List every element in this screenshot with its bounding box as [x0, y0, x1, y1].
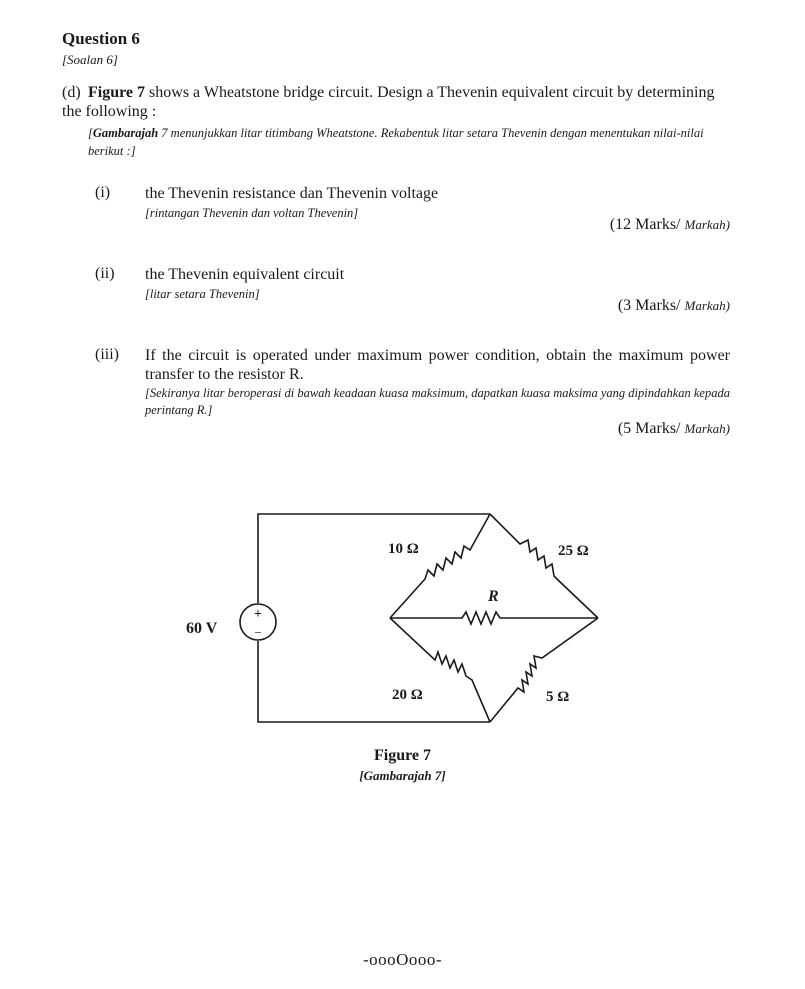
item-ii-number: (ii) — [95, 265, 115, 282]
item-iii-translation: [Sekiranya litar beroperasi di bawah keadaan kuasa maksimum, dapatkan kuasa maksima yang dipindahkan kepada perintang R.] — [145, 386, 730, 417]
r4-label: 5 Ω — [546, 689, 570, 705]
resistor-5-ohm — [490, 618, 598, 722]
item-iii-text: If the circuit is operated under maximum power condition, obtain the maximum power transfer to the resistor R. — [145, 347, 730, 383]
figure-caption-translation: [Gambarajah 7] — [359, 768, 446, 783]
part-d-text: shows a Wheatstone bridge circuit. Design a Thevenin equivalent circuit by determining the following : — [62, 84, 715, 120]
part-d-question — [62, 83, 732, 121]
resistor-25-ohm — [490, 514, 598, 618]
r3-label: 20 Ω — [392, 687, 423, 703]
item-i-marks: (12 Marks/ Markah) — [609, 216, 730, 233]
item-ii-text: the Thevenin equivalent circuit — [145, 266, 345, 283]
item-ii-translation: [litar setara Thevenin] — [145, 287, 260, 301]
r1-label: 10 Ω — [388, 541, 419, 557]
item-i-text: the Thevenin resistance dan Thevenin voltage — [145, 185, 439, 202]
top-wire — [258, 514, 490, 603]
wheatstone-bridge-diagram — [180, 500, 620, 740]
question-title: Question 6 — [62, 29, 140, 48]
source-voltage-label: 60 V — [186, 620, 218, 637]
resistor-R — [390, 612, 598, 624]
item-iii-number: (iii) — [95, 346, 119, 363]
bottom-wire — [258, 641, 490, 722]
r2-label: 25 Ω — [558, 543, 589, 559]
item-i-number: (i) — [95, 184, 111, 201]
item-iii-marks: (5 Marks/ Markah) — [617, 420, 730, 437]
item-ii-marks: (3 Marks/ Markah) — [617, 297, 730, 314]
source-plus: + — [254, 607, 262, 622]
resistor-20-ohm — [390, 618, 490, 722]
item-i-translation: [rintangan Thevenin dan voltan Thevenin] — [145, 206, 359, 220]
figure-reference-translation: Gambarajah — [92, 126, 159, 140]
figure-caption: Figure 7 — [373, 747, 432, 764]
figure-reference: Figure 7 — [88, 84, 146, 101]
part-d-translation: [Gambarajah 7 menunjukkan litar titimbang Wheatstone. Rekabentuk litar setara Thevenin dengan menentukan nilai-nilai berikut :] — [88, 126, 704, 158]
r-label: R — [488, 588, 499, 605]
part-d-label: (d) — [62, 84, 81, 101]
resistor-10-ohm — [390, 514, 490, 618]
question-title-translation: [Soalan 6] — [62, 52, 118, 67]
source-minus: − — [254, 625, 262, 640]
page-footer: -oooOooo- — [362, 950, 443, 969]
